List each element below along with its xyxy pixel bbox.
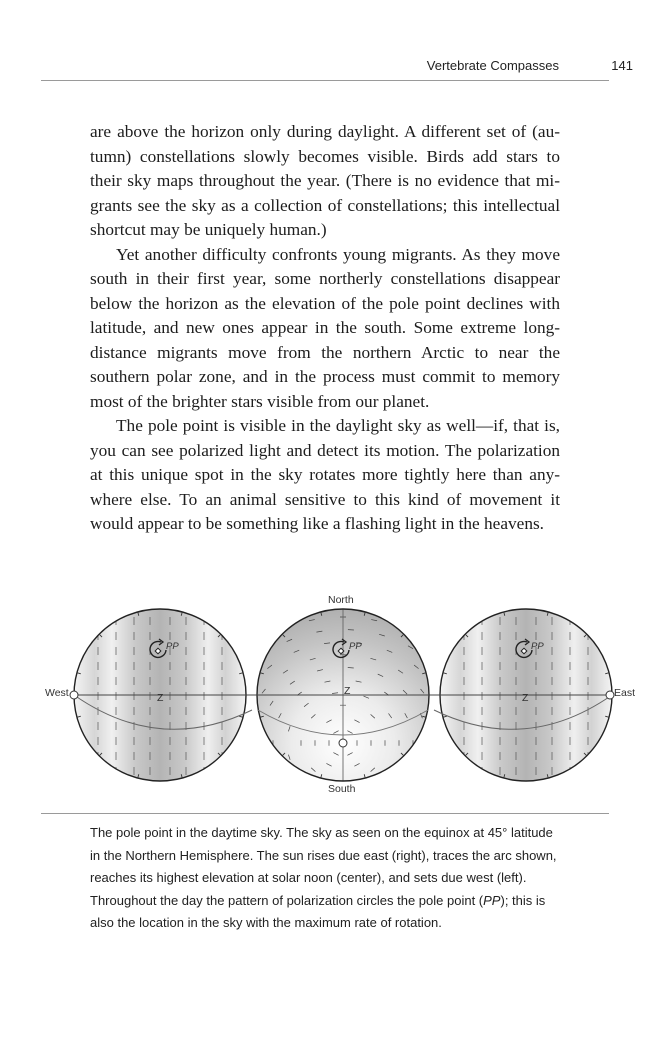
sky-polarization-figure bbox=[0, 585, 650, 805]
west-label: West bbox=[45, 687, 69, 699]
polarization-dash bbox=[394, 612, 400, 614]
polarization-dash bbox=[249, 768, 251, 773]
south-label: South bbox=[328, 783, 356, 795]
polarization-dash bbox=[435, 713, 437, 718]
polarization-dash bbox=[185, 795, 187, 800]
polarization-dash bbox=[246, 632, 251, 635]
polarization-dash bbox=[225, 782, 227, 787]
sunset-marker bbox=[70, 691, 78, 699]
polarization-dash bbox=[447, 641, 451, 645]
polarization-dash bbox=[420, 768, 422, 773]
page-number: 141 bbox=[611, 58, 633, 73]
sun-marker bbox=[339, 739, 347, 747]
polarization-dash bbox=[435, 768, 437, 773]
polarization-dash bbox=[452, 795, 455, 800]
polarization-dash bbox=[216, 795, 219, 800]
polarization-dash bbox=[428, 643, 433, 646]
sky-diagrams bbox=[0, 585, 650, 805]
polarization-dash bbox=[301, 608, 307, 609]
polarization-dash bbox=[247, 686, 250, 691]
polarization-dash bbox=[364, 788, 369, 790]
polarization-dash bbox=[405, 768, 408, 773]
polarization-dash bbox=[272, 617, 277, 619]
caption-pp: PP bbox=[483, 892, 501, 908]
polarization-dash bbox=[260, 726, 261, 731]
pole-point-label-left: PP bbox=[166, 641, 179, 652]
polarization-dash bbox=[421, 793, 425, 797]
polarization-dash bbox=[280, 628, 285, 630]
paragraph-3: The pole point is visible in the daylight sky as well—if, that is, you can see polarized light and detect its motion. The polarization at this unique spot in the sky rotates more tightly here than anywhere else. To an animal sensitive to this kind of movement it would appear to be something like a flashing light in the heavens. bbox=[90, 416, 560, 533]
polarization-dash bbox=[265, 606, 270, 608]
paragraph-2: Yet another difficulty confronts young migrants. As they move south in their first year, some northerly constellations disappear below the horizon as the elevation of the pole point declines with latitude, and new ones appear in the south. Some extreme long-distance migrants move from the northern Arctic to near the southern polar zone, and in the process must commit to memory most of the brighter stars visible from our planet. bbox=[90, 244, 560, 411]
polarization-dash bbox=[436, 795, 439, 800]
polarization-dash bbox=[249, 713, 251, 718]
polarization-dash bbox=[304, 779, 309, 783]
caption-rule bbox=[41, 813, 609, 814]
polarization-dash bbox=[290, 802, 295, 805]
polarization-dash bbox=[253, 643, 258, 646]
polarization-dash bbox=[297, 791, 302, 794]
pole-point-label-right: PP bbox=[531, 641, 544, 652]
polarization-dash bbox=[356, 804, 362, 805]
header-rule bbox=[41, 80, 609, 81]
polarization-dash bbox=[363, 606, 369, 607]
polarization-dash bbox=[270, 781, 273, 786]
polarization-dash bbox=[388, 768, 391, 773]
figure-caption bbox=[90, 822, 560, 935]
polarization-dash bbox=[294, 597, 300, 598]
polarization-dash bbox=[206, 768, 207, 773]
polarization-dash bbox=[450, 769, 452, 774]
north-label: North bbox=[328, 594, 354, 606]
polarization-dash bbox=[468, 795, 471, 800]
running-head bbox=[0, 0, 650, 82]
polarization-dash bbox=[499, 795, 501, 800]
polarization-dash bbox=[386, 597, 392, 598]
polarization-dash bbox=[260, 754, 261, 759]
running-head-title: Vertebrate Compasses bbox=[426, 58, 559, 73]
polarization-dash bbox=[433, 663, 437, 667]
zenith-label-left: Z bbox=[157, 692, 164, 704]
polarization-dash bbox=[239, 621, 244, 624]
polarization-dash bbox=[247, 795, 250, 800]
polarization-dash bbox=[464, 769, 465, 774]
zenith-label-center: Z bbox=[344, 685, 351, 697]
polarization-dash bbox=[442, 621, 447, 624]
sunrise-marker bbox=[606, 691, 614, 699]
pole-point-label-center: PP bbox=[349, 641, 362, 652]
polarization-dash bbox=[403, 792, 407, 796]
polarization-dash bbox=[415, 606, 420, 608]
polarization-dash bbox=[324, 804, 330, 805]
body-text bbox=[90, 120, 560, 537]
polarization-dash bbox=[479, 768, 480, 773]
paragraph-1: are above the horizon only during daylight. A different set of (autumn) constellations slowly becomes visible. Birds add stars to their sky maps throughout the year. (There is no evidence that migrants see the sky as a collection of constellations; this intellectual shortcut may be uniquely human.) bbox=[90, 122, 560, 239]
polarization-dash bbox=[384, 791, 389, 794]
caption-text-2: ); this is also the location in the sky with the maximum rate of rotation. bbox=[90, 892, 546, 930]
polarization-dash bbox=[436, 686, 439, 691]
polarization-dash bbox=[195, 782, 197, 787]
zenith-label-right: Z bbox=[522, 692, 529, 704]
polarization-dash bbox=[260, 654, 265, 657]
polarization-dash bbox=[262, 793, 266, 797]
caption-text-1: The pole point in the daytime sky. The sky as seen on the equinox at 45° latitude in the Northern Hemisphere. The sun rises due east (right), traces the arc shown, reaches its highest elevation at solar noon (center), and sets due west (left). Throughout the day the pattern of polarization circles the pole point ( bbox=[90, 825, 557, 908]
polarization-dash bbox=[401, 628, 406, 630]
polarization-dash bbox=[483, 795, 485, 800]
east-label: East bbox=[614, 687, 636, 699]
polarization-dash bbox=[279, 768, 282, 773]
polarization-dash bbox=[235, 769, 237, 774]
polarization-dash bbox=[422, 624, 427, 627]
